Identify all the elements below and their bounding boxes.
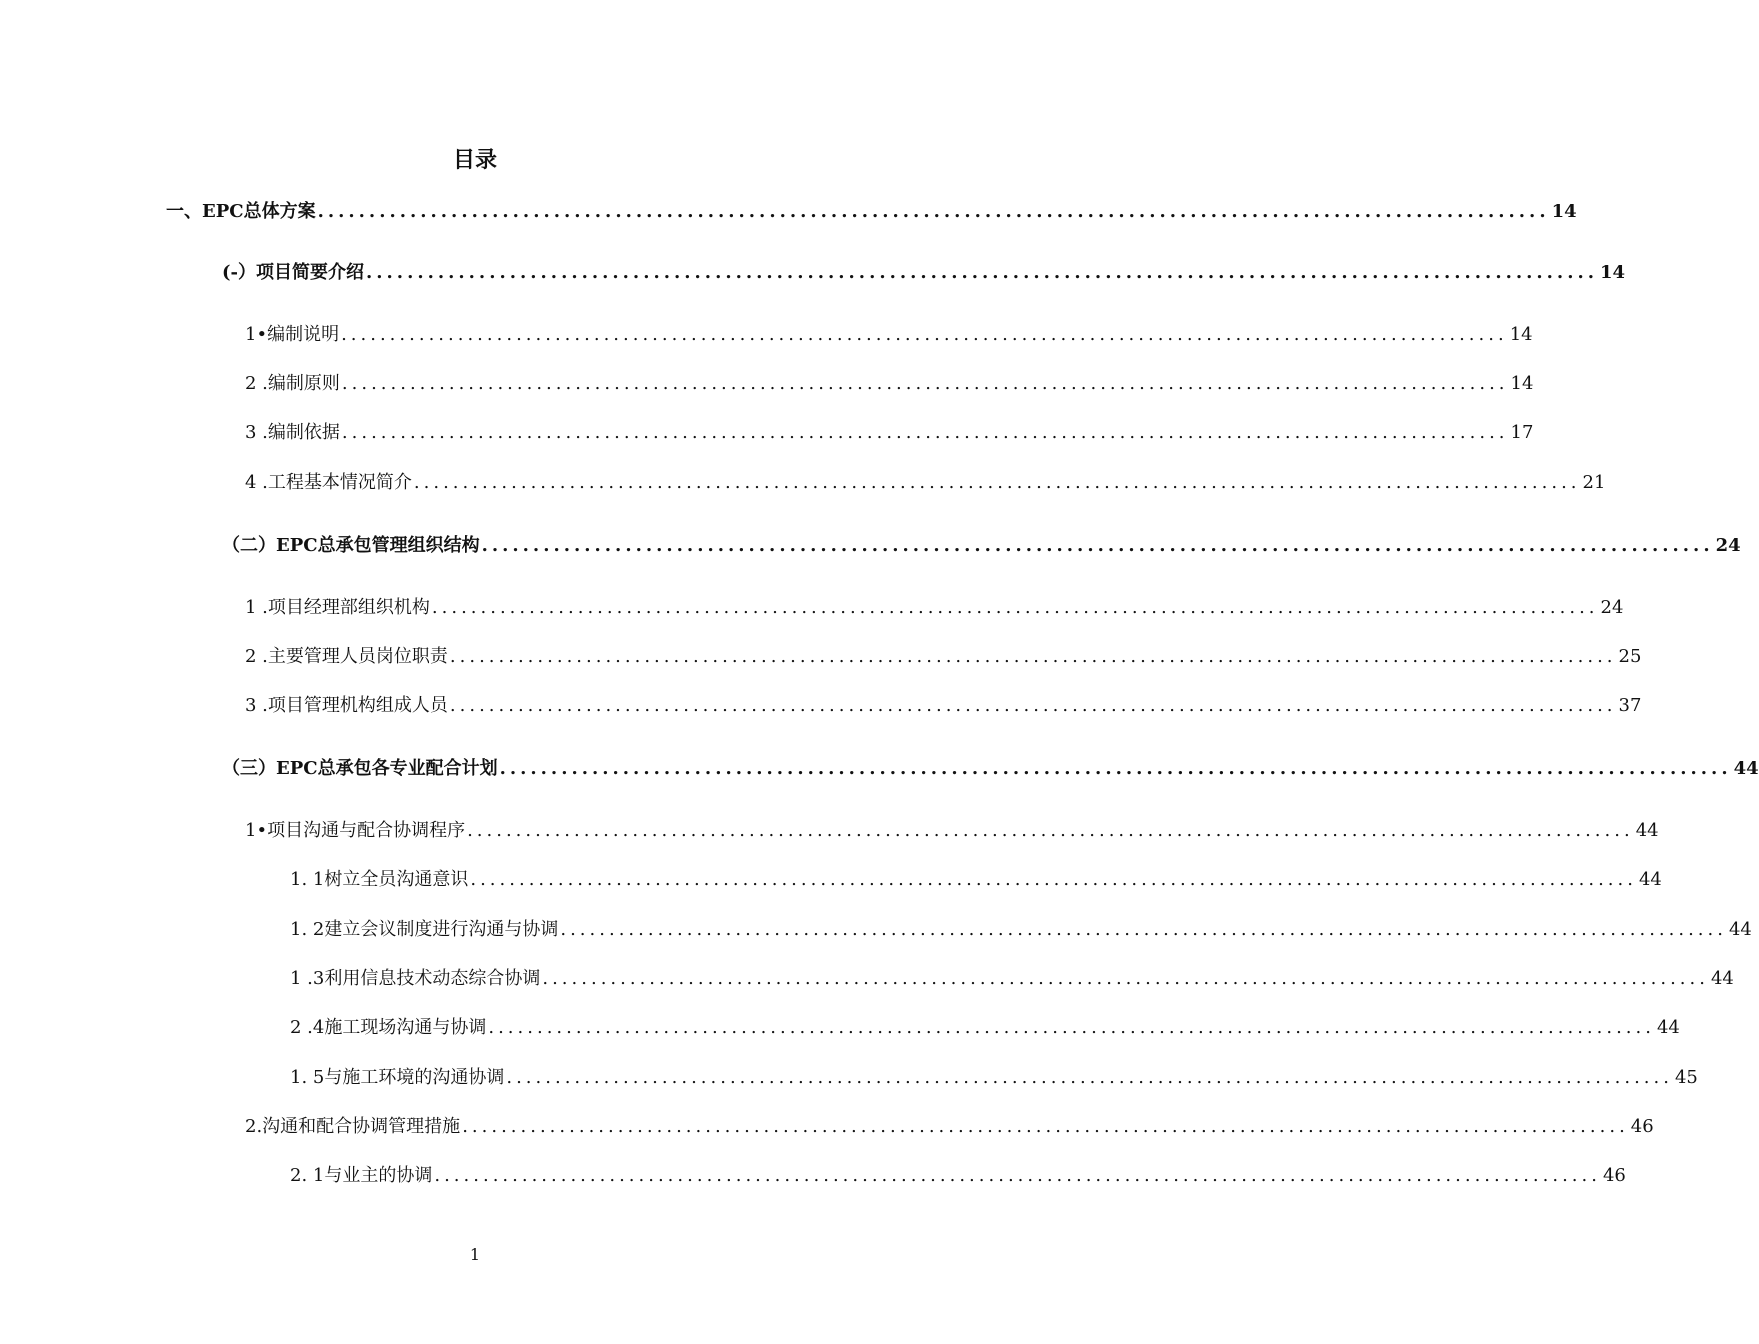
toc-entry[interactable] — [222, 752, 1759, 782]
toc-entry[interactable] — [290, 1159, 1626, 1189]
toc-dot-leader: ........................................................................................................................ — [481, 535, 1714, 556]
toc-entry-page: 44 — [1710, 968, 1734, 989]
toc-entry-label: 1•项目沟通与配合协调程序 — [245, 820, 466, 841]
toc-entry-label: 3 .编制依据 — [245, 422, 340, 443]
toc-dot-leader: ........................................................................................................................ — [413, 472, 1581, 493]
toc-dot-leader: ........................................................................................................................ — [317, 201, 1550, 222]
toc-entry[interactable] — [245, 466, 1606, 496]
toc-dot-leader: ........................................................................................................................ — [542, 968, 1709, 989]
toc-entry-label: （二）EPC总承包管理组织结构 — [222, 535, 480, 556]
toc-entry-page: 44 — [1638, 869, 1662, 890]
page-number: 1 — [469, 1245, 481, 1264]
toc-entry-page: 25 — [1618, 646, 1642, 667]
toc-entry-page: 24 — [1715, 535, 1741, 556]
toc-entry-page: 44 — [1733, 758, 1759, 779]
toc-entry-label: 2 .4施工现场沟通与协调 — [290, 1017, 487, 1038]
toc-entry-page: 46 — [1602, 1165, 1626, 1186]
toc-entry-page: 21 — [1582, 472, 1606, 493]
toc-entry-label: 2 .编制原则 — [245, 373, 340, 394]
toc-entry-label: 1 .3利用信息技术动态综合协调 — [290, 968, 541, 989]
toc-entry[interactable] — [245, 416, 1534, 446]
toc-title: 目录 — [452, 148, 497, 173]
toc-entry[interactable] — [245, 591, 1624, 621]
toc-entry-label: 2 .主要管理人员岗位职责 — [245, 646, 448, 667]
toc-entry-label: 1. 2建立会议制度进行沟通与协调 — [290, 919, 559, 940]
toc-entry[interactable] — [245, 1110, 1654, 1140]
toc-dot-leader: ........................................................................................................................ — [341, 324, 1508, 345]
toc-entry[interactable] — [222, 529, 1741, 559]
toc-dot-leader: ........................................................................................................................ — [560, 919, 1727, 940]
toc-entry[interactable] — [166, 195, 1577, 225]
toc-entry[interactable] — [245, 640, 1642, 670]
toc-entry[interactable] — [290, 1061, 1698, 1091]
toc-entry-page: 44 — [1635, 820, 1659, 841]
toc-dot-leader: ........................................................................................................................ — [462, 1116, 1629, 1137]
toc-entry-label: 1 .项目经理部组织机构 — [245, 597, 430, 618]
toc-entry-label: 2. 1与业主的协调 — [290, 1165, 433, 1186]
toc-dot-leader: ........................................................................................................................ — [431, 597, 1599, 618]
toc-dot-leader: ........................................................................................................................ — [366, 262, 1598, 283]
toc-entry[interactable] — [245, 318, 1533, 348]
toc-entry-page: 46 — [1630, 1116, 1654, 1137]
toc-entry[interactable] — [245, 689, 1642, 719]
toc-entry-page: 17 — [1510, 422, 1534, 443]
toc-entry-page: 14 — [1509, 324, 1533, 345]
toc-entry[interactable] — [245, 367, 1534, 397]
toc-entry-label: 1. 5与施工环境的沟通协调 — [290, 1067, 505, 1088]
toc-dot-leader: ........................................................................................................................ — [506, 1067, 1673, 1088]
toc-entry[interactable] — [245, 814, 1659, 844]
toc-entry[interactable] — [290, 913, 1752, 943]
toc-entry[interactable] — [290, 962, 1734, 992]
toc-entry-page: 24 — [1600, 597, 1624, 618]
toc-dot-leader: ........................................................................................................................ — [341, 422, 1509, 443]
toc-entry-label: 1•编制说明 — [245, 324, 340, 345]
toc-entry-page: 14 — [1551, 201, 1577, 222]
toc-entry-label: (-）项目简要介绍 — [222, 262, 364, 283]
toc-entry[interactable] — [290, 1011, 1680, 1041]
toc-entry-label: 1. 1树立全员沟通意识 — [290, 869, 469, 890]
toc-entry-label: （三）EPC总承包各专业配合计划 — [222, 758, 498, 779]
toc-entry-page: 14 — [1510, 373, 1534, 394]
toc-dot-leader: ........................................................................................................................ — [499, 758, 1732, 779]
toc-dot-leader: ........................................................................................................................ — [434, 1165, 1601, 1186]
toc-entry[interactable] — [222, 256, 1626, 286]
toc-dot-leader: ........................................................................................................................ — [449, 695, 1617, 716]
toc-entry[interactable] — [290, 863, 1662, 893]
toc-entry-page: 44 — [1728, 919, 1752, 940]
toc-entry-label: 一、EPC总体方案 — [166, 201, 316, 222]
toc-dot-leader: ........................................................................................................................ — [449, 646, 1617, 667]
toc-dot-leader: ........................................................................................................................ — [467, 820, 1634, 841]
toc-dot-leader: ........................................................................................................................ — [470, 869, 1637, 890]
toc-entry-label: 2.沟通和配合协调管理措施 — [245, 1116, 461, 1137]
toc-entry-label: 3 .项目管理机构组成人员 — [245, 695, 448, 716]
toc-entry-page: 44 — [1656, 1017, 1680, 1038]
toc-entry-label: 4 .工程基本情况简介 — [245, 472, 412, 493]
toc-entry-page: 45 — [1674, 1067, 1698, 1088]
toc-entry-page: 14 — [1600, 262, 1626, 283]
toc-dot-leader: ........................................................................................................................ — [341, 373, 1509, 394]
toc-dot-leader: ........................................................................................................................ — [488, 1017, 1655, 1038]
toc-entry-page: 37 — [1618, 695, 1642, 716]
